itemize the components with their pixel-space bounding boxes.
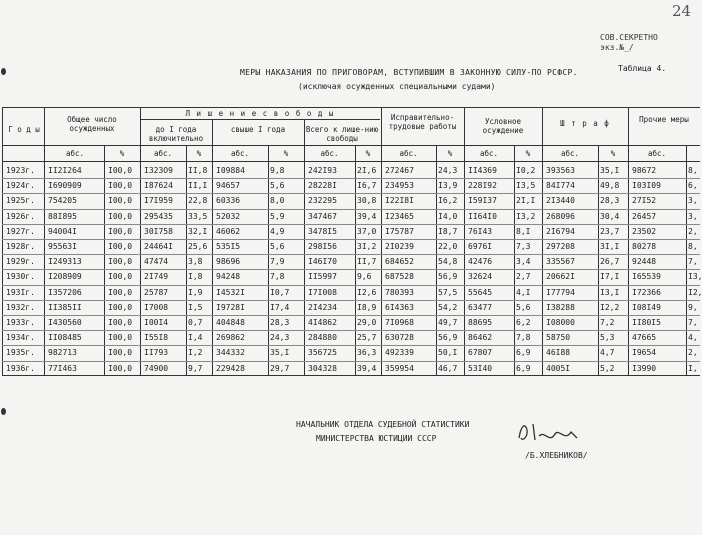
table-cell: 25,6 <box>188 242 208 251</box>
table-cell: I3,2 <box>516 211 536 221</box>
subheader-abs: абс. <box>65 149 85 158</box>
subheader-pct: % <box>447 149 453 158</box>
table-cell: 2I749 <box>144 272 169 282</box>
header-corrective-labour: Исправительно-трудовые работы <box>388 113 457 131</box>
table-cell: 28,3 <box>270 318 290 327</box>
table-cell: 88I895 <box>48 211 77 221</box>
subheader-abs: абс. <box>320 149 339 158</box>
table-cell: 304328 <box>308 363 337 373</box>
row-year: 1932г. <box>6 302 35 312</box>
table-cell: 269862 <box>216 333 245 343</box>
page-number: 24 <box>672 2 692 20</box>
table-cell: 53I40 <box>468 363 493 373</box>
table-cell: 98672 <box>632 166 657 175</box>
table-cell: 2I3440 <box>546 196 575 206</box>
table-cell: I00,0 <box>108 348 133 358</box>
row-year: 193Iг. <box>6 287 35 297</box>
punch-hole-bottom <box>1 408 6 415</box>
table-cell: 46062 <box>216 226 241 236</box>
subheader-abs: абс. <box>230 149 250 158</box>
table-cell: 56,9 <box>438 272 458 282</box>
table-cell: I9654 <box>632 348 657 358</box>
subheader-abs: абс. <box>153 149 173 158</box>
table-cell: 780393 <box>385 287 414 297</box>
table-cell: II,8 <box>188 166 208 175</box>
table-cell: I357206 <box>48 287 82 297</box>
header-total-deprivation: Всего к лише-нию свободы <box>305 125 379 143</box>
table-cell: 5,3 <box>600 333 615 343</box>
table-cell: I00,0 <box>108 166 133 175</box>
table-cell: 46I88 <box>546 348 571 358</box>
table-cell: 63477 <box>468 302 493 312</box>
table-cell: I3,5 <box>516 181 536 191</box>
table-cell: 60336 <box>216 196 241 206</box>
table-cell: 92448 <box>632 257 657 267</box>
table-cell: 232295 <box>308 196 337 206</box>
table-cell: 229428 <box>216 363 245 373</box>
table-cell: 29,0 <box>357 318 377 327</box>
table-cell: 7, <box>688 257 698 267</box>
header-other: Прочие меры <box>639 115 689 124</box>
table-cell: 242I93 <box>308 166 337 175</box>
table-cell: 46,7 <box>438 363 458 373</box>
table-cell: 47474 <box>144 257 169 267</box>
table-cell: I,8 <box>188 272 203 282</box>
header-fine: Ш т р а ф <box>560 119 610 128</box>
table-cell: 5,6 <box>516 302 531 312</box>
row-year: 1936г. <box>6 363 35 373</box>
table-cell: 32,I <box>188 226 208 236</box>
table-cell: 7,9 <box>270 257 285 267</box>
table-cell: 77I463 <box>48 363 77 373</box>
table-cell: I75787 <box>385 226 414 236</box>
table-cell: 54,8 <box>438 257 458 267</box>
table-cell: 52032 <box>216 211 241 221</box>
table-cell: 687528 <box>385 272 414 282</box>
table-cell: 30I758 <box>144 226 173 236</box>
subheader-pct: % <box>610 149 616 158</box>
table-cell: I7I959 <box>144 196 173 206</box>
table-cell: 295435 <box>144 211 173 221</box>
subheader-abs: абс. <box>399 149 418 158</box>
header-up-to-1-year: до I года включительно <box>148 125 204 143</box>
table-cell: 39,4 <box>357 363 377 373</box>
table-cell: 297208 <box>546 242 575 251</box>
table-cell: 26457 <box>632 211 657 221</box>
table-cell: I03I09 <box>632 181 661 191</box>
table-cell: 3,4 <box>516 257 531 267</box>
table-cell: I87624 <box>144 181 173 191</box>
table-cell: I8,7 <box>438 226 458 236</box>
table-cell: I38288 <box>546 302 575 312</box>
table-cell: 3, <box>688 211 698 221</box>
table-cell: II2I264 <box>48 166 82 175</box>
table-cell: 25787 <box>144 287 169 297</box>
table-cell: 335567 <box>546 257 575 267</box>
subheader-pct: % <box>525 149 531 158</box>
table-cell: I249313 <box>48 257 82 267</box>
table-cell: I2,6 <box>357 287 377 297</box>
table-cell: I3,9 <box>438 181 458 191</box>
table-cell: 9,7 <box>188 363 203 373</box>
table-cell: 6, <box>688 181 698 191</box>
table-cell: 49,7 <box>438 318 458 327</box>
table-cell: I00,0 <box>108 302 133 312</box>
table-cell: 7,8 <box>516 333 531 343</box>
row-year: 1927г. <box>6 226 35 236</box>
table-cell: 39,4 <box>357 211 377 221</box>
subheader-abs: абс. <box>647 149 667 158</box>
table-cell: 30,4 <box>600 211 620 221</box>
table-cell: 393563 <box>546 166 575 175</box>
table-cell: 28,3 <box>600 196 620 206</box>
table-cell: 4,7 <box>600 348 615 358</box>
table-cell: 272467 <box>385 166 414 175</box>
table-cell: 4,I <box>516 287 531 297</box>
table-cell: I00,0 <box>108 272 133 282</box>
table-cell: I323O9 <box>144 166 173 175</box>
signatory-name: /Б.ХЛЕБНИКОВ/ <box>525 451 588 460</box>
table-cell: 28228I <box>308 181 337 191</box>
table-cell: 7I0968 <box>385 318 414 327</box>
table-cell: II5997 <box>308 272 337 282</box>
table-cell: 684652 <box>385 257 414 267</box>
table-cell: I3, <box>688 272 702 282</box>
table-cell: 24,3 <box>270 333 290 343</box>
subheader-pct: % <box>365 149 371 158</box>
table-cell: 57,5 <box>438 287 458 297</box>
table-cell: II385II <box>48 302 82 312</box>
table-cell: 7, <box>688 318 698 327</box>
table-cell: I00,0 <box>108 333 133 343</box>
table-cell: II80I5 <box>632 318 661 327</box>
table-cell: 7,2 <box>600 318 615 327</box>
table-cell: 492339 <box>385 348 414 358</box>
footer-title-line-1: НАЧАЛЬНИК ОТДЕЛА СУДЕБНОЙ СТАТИСТИКИ <box>296 420 470 429</box>
table-cell: 27I52 <box>632 196 657 206</box>
table-cell: 55645 <box>468 287 493 297</box>
table-cell: 4005I <box>546 363 571 373</box>
table-cell: I,9 <box>188 287 203 297</box>
table-cell: 42476 <box>468 257 493 267</box>
table-cell: 58750 <box>546 333 571 343</box>
table-cell: 94004I <box>48 226 77 236</box>
table-cell: 3, <box>688 196 698 206</box>
table-cell: 5,6 <box>270 181 285 191</box>
table-cell: 47665 <box>632 333 657 343</box>
table-cell: I3990 <box>632 363 657 373</box>
table-cell: 32624 <box>468 272 493 282</box>
table-cell: 98696 <box>216 257 241 267</box>
table-cell: 74900 <box>144 363 169 373</box>
table-cell: 8,I <box>516 226 531 236</box>
table-cell: 2, <box>688 226 698 236</box>
table-cell: 2I,I <box>516 196 536 206</box>
table-cell: I,5 <box>188 302 203 312</box>
table-cell: 25,7 <box>357 333 377 343</box>
table-cell: I4532I <box>216 287 245 297</box>
row-year: 1934г. <box>6 333 35 343</box>
table-cell: 7,3 <box>516 242 531 251</box>
table-cell: I72366 <box>632 287 661 297</box>
sentences-table <box>0 107 700 377</box>
table-cell: I08I49 <box>632 302 661 312</box>
table-cell: 5,6 <box>270 242 285 251</box>
table-cell: 228I92 <box>468 181 497 191</box>
table-cell: 56,9 <box>438 333 458 343</box>
table-cell: I00,0 <box>108 287 133 297</box>
table-cell: I2,2 <box>600 302 620 312</box>
table-cell: 76I43 <box>468 226 493 236</box>
table-cell: 86462 <box>468 333 493 343</box>
table-cell: 404848 <box>216 318 245 327</box>
table-cell: 54,2 <box>438 302 458 312</box>
row-year: 1926г. <box>6 211 35 221</box>
table-cell: 84I774 <box>546 181 575 191</box>
table-cell: 9, <box>688 302 698 312</box>
table-cell: I430560 <box>48 318 82 327</box>
table-cell: 67807 <box>468 348 493 358</box>
table-cell: 3I,I <box>600 242 620 251</box>
table-cell: I09884 <box>216 166 245 175</box>
header-total: Общее число осужденных <box>67 115 117 133</box>
subheader-pct: % <box>119 149 125 158</box>
table-cell: I,2 <box>188 348 203 358</box>
table-cell: 35,I <box>600 166 620 175</box>
table-cell: I00,0 <box>108 196 133 206</box>
table-cell: 95563I <box>48 242 77 251</box>
table-cell: I22I8I <box>385 196 414 206</box>
table-cell: 2I0239 <box>385 242 414 251</box>
table-cell: 8, <box>688 166 698 175</box>
header-conditional: Условное осуждение <box>482 117 524 135</box>
table-cell: I3,I <box>600 287 620 297</box>
table-cell: I23465 <box>385 211 414 221</box>
row-year: 1928г. <box>6 242 35 251</box>
table-cell: I6,2 <box>438 196 458 206</box>
table-cell: 0,7 <box>188 318 203 327</box>
table-cell: 5,2 <box>600 363 615 373</box>
table-cell: I00,0 <box>108 211 133 221</box>
punch-hole-top <box>1 68 6 75</box>
table-cell: 35,I <box>270 348 290 358</box>
subheader-abs: абс. <box>479 149 499 158</box>
signature-text: Б. Хлеб <box>515 416 520 417</box>
table-cell: I0,7 <box>270 287 290 297</box>
table-cell: 6,9 <box>516 348 531 358</box>
row-year: 1933г. <box>6 318 35 327</box>
table-cell: I0,2 <box>516 166 536 175</box>
table-cell: 284880 <box>308 333 337 343</box>
subheader-pct: % <box>196 149 202 158</box>
table-cell: 347467 <box>308 211 337 221</box>
table-cell: I08000 <box>546 318 575 327</box>
table-cell: 2, <box>688 348 698 358</box>
document-subtitle: (исключая осужденных специальными судами) <box>298 82 496 91</box>
table-cell: 234953 <box>385 181 414 191</box>
table-cell: 24,3 <box>438 166 458 175</box>
table-cell: 24464I <box>144 242 173 251</box>
subheader-pct: % <box>283 149 289 158</box>
table-cell: 8, <box>688 242 698 251</box>
table-cell: I00,0 <box>108 181 133 191</box>
table-cell: 20662I <box>546 272 575 282</box>
table-cell: II64I0 <box>468 211 497 221</box>
table-cell: 6976I <box>468 242 493 251</box>
table-cell: 4,9 <box>270 226 285 236</box>
table-number: Таблица 4. <box>618 64 667 73</box>
table-cell: I, <box>688 363 698 373</box>
table-cell: I00,0 <box>108 257 133 267</box>
table-cell: I7I008 <box>308 287 337 297</box>
table-cell: 6I4363 <box>385 302 414 312</box>
table-cell: I00,0 <box>108 242 133 251</box>
table-cell: 23502 <box>632 226 657 236</box>
table-cell: 3478I5 <box>308 226 337 236</box>
table-cell: 3I,2 <box>357 242 377 251</box>
header-deprivation: Л и ш е н и е с в о б о д ы <box>185 109 335 118</box>
table-cell: 9,8 <box>270 166 285 175</box>
table-cell: 4, <box>688 333 698 343</box>
secrecy-line-1: СОВ.СЕКРЕТНО <box>600 33 658 42</box>
table-cell: I6,7 <box>357 181 377 191</box>
table-cell: 4I4862 <box>308 318 337 327</box>
table-cell: I208909 <box>48 272 82 282</box>
table-cell: I77794 <box>546 287 575 297</box>
table-cell: 94657 <box>216 181 241 191</box>
table-cell: 29,7 <box>270 363 290 373</box>
signature <box>515 416 585 452</box>
table-cell: 2I6794 <box>546 226 575 236</box>
table-cell: 630728 <box>385 333 414 343</box>
table-cell: I7,4 <box>270 302 290 312</box>
table-cell: I00,0 <box>108 318 133 327</box>
subheader-abs: абс. <box>560 149 580 158</box>
table-cell: 49,8 <box>600 181 620 191</box>
table-cell: 33,5 <box>188 211 208 221</box>
row-year: 1925г. <box>6 196 35 206</box>
table-cell: 22,0 <box>438 242 458 251</box>
table-cell: II4369 <box>468 166 497 175</box>
table-cell: 356725 <box>308 348 337 358</box>
table-cell: 344332 <box>216 348 245 358</box>
table-cell: I00,0 <box>108 226 133 236</box>
table-cell: II,I <box>188 181 208 191</box>
table-cell: 26,7 <box>600 257 620 267</box>
row-year: 1930г. <box>6 272 35 282</box>
table-cell: 22,8 <box>188 196 208 206</box>
table-cell: I00,0 <box>108 363 133 373</box>
table-cell: 23,7 <box>600 226 620 236</box>
table-cell: 268096 <box>546 211 575 221</box>
table-cell: 8,0 <box>270 196 285 206</box>
table-cell: 2I,6 <box>357 166 377 175</box>
table-cell: II,7 <box>357 257 377 267</box>
table-cell: 50,I <box>438 348 458 358</box>
row-year: 1924г. <box>6 181 35 191</box>
row-year: 1935г. <box>6 348 35 358</box>
table-cell: 5,9 <box>270 211 285 221</box>
table-cell: 36,3 <box>357 348 377 358</box>
table-cell: 3,8 <box>188 257 203 267</box>
secrecy-line-2: экз.№_/ <box>600 43 634 52</box>
table-cell: I55I8 <box>144 333 169 343</box>
table-cell: 80278 <box>632 242 657 251</box>
table-cell: I46I70 <box>308 257 337 267</box>
table-cell: 9,6 <box>357 272 372 282</box>
table-cell: I9728I <box>216 302 245 312</box>
table-cell: 94248 <box>216 272 241 282</box>
table-cell: 88695 <box>468 318 493 327</box>
table-cell: I2, <box>688 287 702 297</box>
table-cell: II08485 <box>48 333 82 343</box>
table-cell: 359954 <box>385 363 414 373</box>
table-cell: I8,9 <box>357 302 377 312</box>
document-title: МЕРЫ НАКАЗАНИЯ ПО ПРИГОВОРАМ, ВСТУПИВШИМ В ЗАКОННУЮ СИЛУ-ПО РСФСР. <box>240 68 578 77</box>
table-cell: II793 <box>144 348 169 358</box>
table-cell: I00I4 <box>144 318 169 327</box>
table-cell: 2,7 <box>516 272 531 282</box>
header-over-1-year: свыше I года <box>230 125 286 134</box>
header-years: Г о д ы <box>8 125 40 134</box>
table-cell: I7008 <box>144 302 169 312</box>
table-cell: I690909 <box>48 181 82 191</box>
row-year: 1923г. <box>6 166 35 175</box>
table-cell: 37,0 <box>357 226 377 236</box>
row-year: 1929г. <box>6 257 35 267</box>
footer-title-line-2: МИНИСТЕРСТВА ЮСТИЦИИ СССР <box>316 434 437 443</box>
table-cell: I7,I <box>600 272 620 282</box>
table-cell: 6,2 <box>516 318 531 327</box>
table-cell: 298I56 <box>308 242 337 251</box>
table-cell: 754205 <box>48 196 77 206</box>
table-cell: 6,9 <box>516 363 531 373</box>
table-cell: 535I5 <box>216 242 241 251</box>
secrecy-stamp <box>600 33 658 53</box>
table-cell: I65539 <box>632 272 661 282</box>
table-cell: 98271З <box>48 348 77 358</box>
table-cell: I,4 <box>188 333 203 343</box>
table-cell: 30,8 <box>357 196 377 206</box>
table-cell: 7,8 <box>270 272 285 282</box>
table-cell: I59I37 <box>468 196 497 206</box>
table-cell: 2I4234 <box>308 302 337 312</box>
table-cell: I4,0 <box>438 211 458 221</box>
